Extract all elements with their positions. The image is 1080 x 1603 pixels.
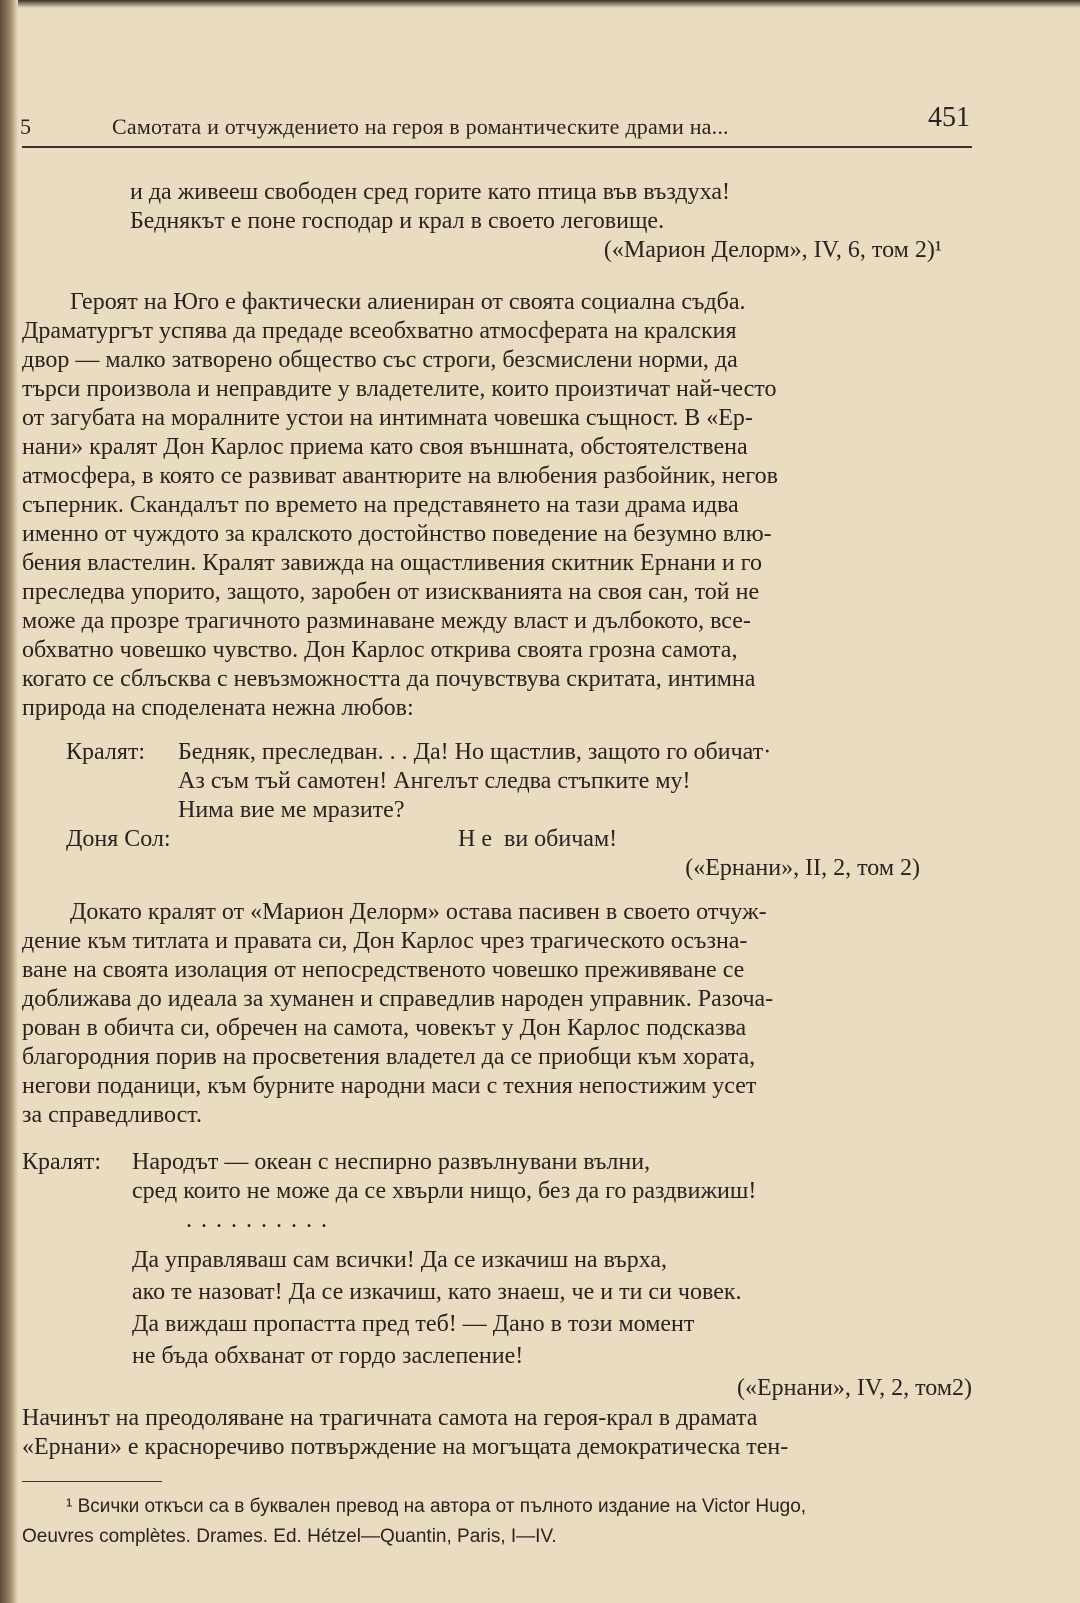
speaker-sol: Доня Сол: xyxy=(66,826,171,852)
speaker-king: Кралят: xyxy=(66,739,146,765)
paragraph-2 xyxy=(22,898,972,1130)
king-line: Народът — океан с неспирно развълнувани вълни, xyxy=(132,1149,651,1175)
citation: («Марион Делорм», IV, 6, том 2)¹ xyxy=(603,237,942,263)
paragraph-line: когато се сблъсква с невъзможността да почувствува скритата, интимна xyxy=(22,666,756,692)
paragraph-line: обхватно човешко чувство. Дон Карлос открива своята грозна самота, xyxy=(22,637,738,663)
running-header xyxy=(20,100,970,140)
paragraph-line: негови поданици, към бурните народни маси с техния непостижим усет xyxy=(22,1073,757,1099)
king-line: сред които не може да се хвърли нищо, без да го раздвижиш! xyxy=(132,1178,757,1204)
dialogue-line xyxy=(22,1148,972,1177)
sol-line: Н е ви обичам! xyxy=(458,826,618,852)
dialogue-1 xyxy=(22,738,972,883)
dialogue-line xyxy=(22,825,972,854)
king-line: Нима вие ме мразите? xyxy=(178,797,405,823)
footnote-rule xyxy=(22,1481,162,1482)
paragraph-line: Драматургът успява да предаде всеобхватно атмосферата на кралския xyxy=(22,318,737,344)
citation: («Ернани», IV, 2, том2) xyxy=(737,1375,972,1401)
paragraph-line: двор — малко затворено общество със строги, безсмислени норми, да xyxy=(22,347,738,373)
paragraph-line: рован в обичта си, обречен на самота, човекът у Дон Карлос подсказва xyxy=(22,1015,747,1041)
paragraph-line: дение към титлата и правата си, Дон Карлос чрез трагическото осъзна- xyxy=(22,928,748,954)
header-rule xyxy=(22,146,972,148)
paragraph-line: за справедливост. xyxy=(22,1102,202,1128)
signature-mark: 5 xyxy=(20,114,31,139)
paragraph-line: природа на споделената нежна любов: xyxy=(22,695,414,721)
paragraph-1 xyxy=(22,288,972,723)
dialogue-line xyxy=(22,738,972,767)
king-line: не бъда обхванат от гордо заслепение! xyxy=(132,1343,524,1369)
paragraph-line: бения властелин. Кралят завижда на ощастливения скитник Ернани и го xyxy=(22,550,762,576)
page-spine-shadow xyxy=(0,0,18,1603)
verse-quote-1 xyxy=(22,178,972,265)
paragraph-line: може да прозре трагичното разминаване между власт и дълбокото, все- xyxy=(22,608,751,634)
ellipsis-row: .......... xyxy=(186,1207,336,1233)
paragraph-line: преследва упорито, защото, заробен от изискванията на своя сан, той не xyxy=(22,579,760,605)
page-top-shadow xyxy=(0,0,1080,8)
paragraph-line: именно от чуждото за кралското достойнство поведение на безумно влю- xyxy=(22,521,772,547)
paragraph-line: Героят на Юго е фактически алиениран от своята социална съдба. xyxy=(70,289,746,315)
king-line: Да управляваш сам всички! Да се изкачиш на върха, xyxy=(132,1247,668,1273)
page-number: 451 xyxy=(928,102,970,133)
paragraph-line: «Ернани» е красноречиво потвърждение на могъщата демократическа тен- xyxy=(22,1434,789,1460)
footnote-line: Oeuvres complètes. Drames. Ed. Hétzel—Quantin, Paris, I—IV. xyxy=(22,1526,557,1547)
paragraph-3 xyxy=(22,1404,972,1462)
king-line: Бедняк, преследван. . . Да! Но щастлив, защото го обичат· xyxy=(178,739,772,765)
verse-line: и да живееш свободен сред горите като птица във въздуха! xyxy=(130,179,730,205)
paragraph-line: Докато кралят от «Марион Делорм» остава пасивен в своето отчуж- xyxy=(70,899,767,925)
king-line: ако те назоват! Да се изкачиш, като знаеш, че и ти си човек. xyxy=(132,1279,742,1305)
citation: («Ернани», II, 2, том 2) xyxy=(685,855,920,881)
footnote xyxy=(22,1492,982,1552)
paragraph-line: търси произвола и неправдите у владетелите, които произтичат най-често xyxy=(22,376,777,402)
paragraph-line: съперник. Скандалът по времето на представянето на тази драма идва xyxy=(22,492,739,518)
dialogue-2 xyxy=(22,1148,972,1408)
speaker-king: Кралят: xyxy=(22,1149,102,1175)
running-title: Самотата и отчуждението на героя в романтическите драми на... xyxy=(112,114,729,139)
paragraph-line: нани» кралят Дон Карлос приема като своя външната, обстоятелствена xyxy=(22,434,748,460)
footnote-line: ¹ Всички откъси са в буквален превод на автора от пълното издание на Victor Hugo, xyxy=(66,1496,807,1517)
paragraph-line: Начинът на преодоляване на трагичната самота на героя-крал в драмата xyxy=(22,1405,758,1431)
king-line: Да виждаш пропастта пред теб! — Дано в този момент xyxy=(132,1311,695,1337)
paragraph-line: атмосфера, в която се развиват авантюрите на влюбения разбойник, негов xyxy=(22,463,778,489)
paragraph-line: благородния порив на просветения владетел да се приобщи към хората, xyxy=(22,1044,756,1070)
king-line: Аз съм тъй самотен! Ангелът следва стъпките му! xyxy=(178,768,691,794)
paragraph-line: ване на своята изолация от непосредственото човешко преживяване се xyxy=(22,957,745,983)
paragraph-line: доближава до идеала за хуманен и справедлив народен управник. Разоча- xyxy=(22,986,774,1012)
paragraph-line: от загубата на моралните устои на интимната човешка същност. В «Ер- xyxy=(22,405,753,431)
verse-line: Беднякът е поне господар и крал в своето леговище. xyxy=(130,208,665,234)
